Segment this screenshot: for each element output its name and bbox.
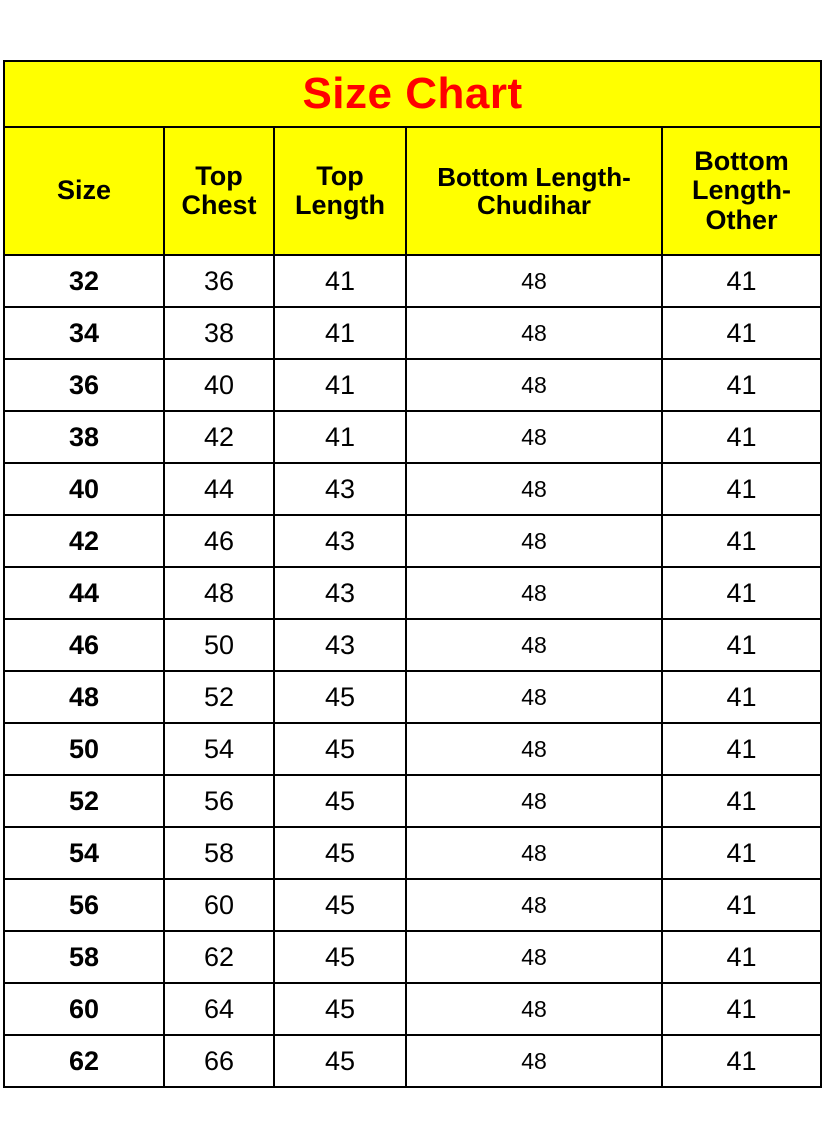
cell-top-length: 43	[274, 619, 406, 671]
table-row	[4, 515, 821, 567]
table-row	[4, 983, 821, 1035]
cell-top-chest: 50	[164, 619, 274, 671]
table-row	[4, 775, 821, 827]
cell-top-length: 45	[274, 827, 406, 879]
cell-size: 52	[4, 775, 164, 827]
cell-top-length: 45	[274, 1035, 406, 1087]
column-header-bottom-length-other: Bottom Length-Other	[662, 127, 821, 255]
cell-bottom-length-other: 41	[662, 307, 821, 359]
cell-bottom-length-chudihar: 48	[406, 515, 662, 567]
cell-size: 34	[4, 307, 164, 359]
cell-size: 42	[4, 515, 164, 567]
cell-top-chest: 66	[164, 1035, 274, 1087]
cell-bottom-length-chudihar: 48	[406, 931, 662, 983]
table-row	[4, 879, 821, 931]
cell-bottom-length-other: 41	[662, 255, 821, 307]
column-header-size: Size	[4, 127, 164, 255]
cell-bottom-length-other: 41	[662, 723, 821, 775]
cell-top-chest: 62	[164, 931, 274, 983]
column-header-top-length: Top Length	[274, 127, 406, 255]
cell-top-chest: 52	[164, 671, 274, 723]
cell-bottom-length-chudihar: 48	[406, 827, 662, 879]
cell-bottom-length-chudihar: 48	[406, 411, 662, 463]
cell-top-chest: 60	[164, 879, 274, 931]
cell-bottom-length-other: 41	[662, 567, 821, 619]
cell-size: 50	[4, 723, 164, 775]
cell-size: 32	[4, 255, 164, 307]
cell-size: 62	[4, 1035, 164, 1087]
cell-bottom-length-other: 41	[662, 359, 821, 411]
cell-bottom-length-other: 41	[662, 827, 821, 879]
cell-top-length: 45	[274, 723, 406, 775]
cell-top-chest: 44	[164, 463, 274, 515]
cell-top-length: 41	[274, 307, 406, 359]
table-row	[4, 827, 821, 879]
cell-bottom-length-other: 41	[662, 515, 821, 567]
size-chart-table	[3, 60, 822, 1088]
cell-top-chest: 38	[164, 307, 274, 359]
cell-top-chest: 58	[164, 827, 274, 879]
table-row	[4, 1035, 821, 1087]
cell-bottom-length-other: 41	[662, 931, 821, 983]
cell-size: 58	[4, 931, 164, 983]
cell-bottom-length-chudihar: 48	[406, 671, 662, 723]
cell-bottom-length-other: 41	[662, 1035, 821, 1087]
cell-top-chest: 64	[164, 983, 274, 1035]
cell-top-chest: 56	[164, 775, 274, 827]
size-chart-container	[3, 60, 820, 1088]
cell-size: 46	[4, 619, 164, 671]
cell-top-chest: 46	[164, 515, 274, 567]
cell-top-length: 45	[274, 983, 406, 1035]
cell-top-length: 43	[274, 567, 406, 619]
cell-bottom-length-other: 41	[662, 775, 821, 827]
cell-top-chest: 54	[164, 723, 274, 775]
cell-bottom-length-other: 41	[662, 671, 821, 723]
column-header-row	[4, 127, 821, 255]
table-row	[4, 359, 821, 411]
cell-top-chest: 40	[164, 359, 274, 411]
cell-bottom-length-chudihar: 48	[406, 307, 662, 359]
cell-top-chest: 48	[164, 567, 274, 619]
cell-bottom-length-other: 41	[662, 411, 821, 463]
cell-bottom-length-other: 41	[662, 619, 821, 671]
cell-top-chest: 36	[164, 255, 274, 307]
cell-size: 40	[4, 463, 164, 515]
cell-bottom-length-chudihar: 48	[406, 723, 662, 775]
cell-bottom-length-chudihar: 48	[406, 567, 662, 619]
table-row	[4, 723, 821, 775]
cell-bottom-length-chudihar: 48	[406, 775, 662, 827]
title-row	[4, 61, 821, 127]
cell-size: 48	[4, 671, 164, 723]
cell-bottom-length-chudihar: 48	[406, 619, 662, 671]
cell-top-length: 45	[274, 931, 406, 983]
cell-bottom-length-chudihar: 48	[406, 463, 662, 515]
cell-bottom-length-other: 41	[662, 463, 821, 515]
table-header	[4, 61, 821, 255]
cell-top-length: 45	[274, 879, 406, 931]
cell-top-length: 41	[274, 359, 406, 411]
table-row	[4, 307, 821, 359]
cell-bottom-length-chudihar: 48	[406, 359, 662, 411]
cell-bottom-length-chudihar: 48	[406, 1035, 662, 1087]
cell-size: 44	[4, 567, 164, 619]
cell-size: 38	[4, 411, 164, 463]
column-header-bottom-length-chudihar: Bottom Length-Chudihar	[406, 127, 662, 255]
cell-bottom-length-other: 41	[662, 983, 821, 1035]
column-header-top-chest: Top Chest	[164, 127, 274, 255]
cell-bottom-length-chudihar: 48	[406, 983, 662, 1035]
table-row	[4, 931, 821, 983]
cell-bottom-length-chudihar: 48	[406, 879, 662, 931]
page-title: Size Chart	[4, 61, 821, 127]
table-row	[4, 411, 821, 463]
table-row	[4, 463, 821, 515]
table-row	[4, 619, 821, 671]
cell-top-length: 41	[274, 255, 406, 307]
table-row	[4, 671, 821, 723]
cell-top-chest: 42	[164, 411, 274, 463]
cell-top-length: 41	[274, 411, 406, 463]
cell-top-length: 43	[274, 463, 406, 515]
cell-size: 56	[4, 879, 164, 931]
cell-top-length: 45	[274, 775, 406, 827]
cell-top-length: 45	[274, 671, 406, 723]
cell-size: 60	[4, 983, 164, 1035]
cell-bottom-length-other: 41	[662, 879, 821, 931]
cell-bottom-length-chudihar: 48	[406, 255, 662, 307]
cell-size: 54	[4, 827, 164, 879]
table-body	[4, 255, 821, 1087]
cell-size: 36	[4, 359, 164, 411]
table-row	[4, 255, 821, 307]
cell-top-length: 43	[274, 515, 406, 567]
table-row	[4, 567, 821, 619]
